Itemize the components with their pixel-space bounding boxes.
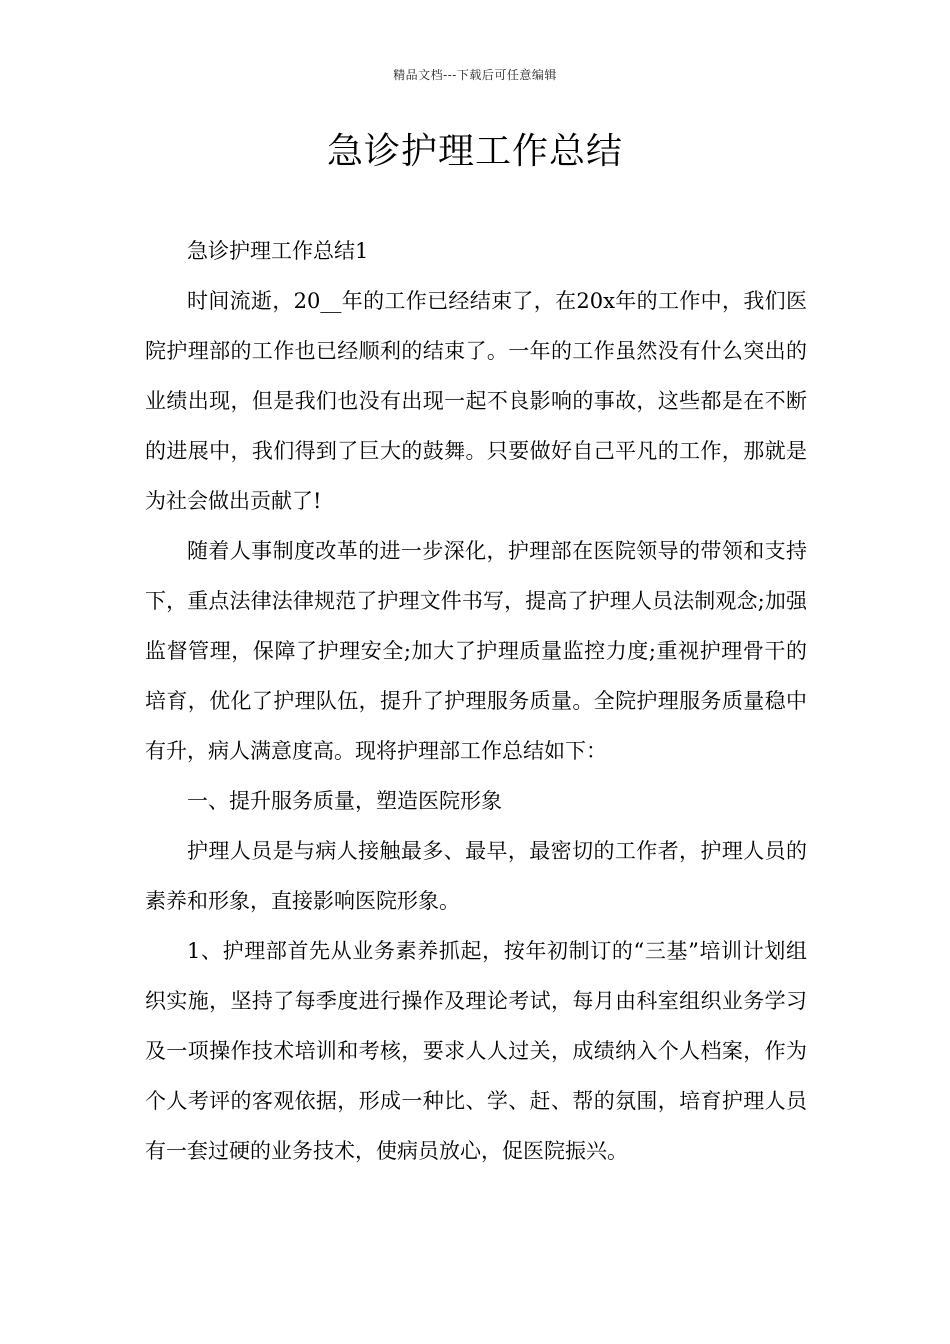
paragraph: 护理人员是与病人接触最多、最早，最密切的工作者，护理人员的素养和形象，直接影响医院形象。 bbox=[145, 839, 807, 913]
subsection-heading: 一、提升服务质量，塑造医院形象 bbox=[187, 789, 502, 813]
document-title: 急诊护理工作总结 bbox=[326, 131, 623, 172]
paragraph: 1、护理部首先从业务素养抓起，按年初制订的“三基”培训计划组织实施，坚持了每季度进行操作及理论考试，每月由科室组织业务学习及一项操作技术培训和考核，要求人人过关，成绩纳入个人档案，作为个人考评的客观依据，形成一种比、学、赶、帮的氛围，培育护理人员有一套过硬的业务技术，使病员放心，促医院振兴。 bbox=[145, 939, 807, 1163]
section-heading: 急诊护理工作总结1 bbox=[187, 239, 369, 263]
header-note: 精品文档---下载后可任意编辑 bbox=[393, 68, 557, 82]
document-body bbox=[145, 226, 807, 1176]
paragraph: 时间流逝，20__年的工作已经结束了，在20x年的工作中，我们医院护理部的工作也已经顺利的结束了。一年的工作虽然没有什么突出的业绩出现，但是我们也没有出现一起不良影响的事故，这些都是在不断的进展中，我们得到了巨大的鼓舞。只要做好自己平凡的工作，那就是为社会做出贡献了! bbox=[145, 289, 807, 513]
paragraph: 随着人事制度改革的进一步深化，护理部在医院领导的带领和支持下，重点法律法律规范了护理文件书写，提高了护理人员法制观念;加强监督管理，保障了护理安全;加大了护理质量监控力度;重视护理骨干的培育，优化了护理队伍，提升了护理服务质量。全院护理服务质量稳中有升，病人满意度高。现将护理部工作总结如下： bbox=[145, 539, 807, 763]
